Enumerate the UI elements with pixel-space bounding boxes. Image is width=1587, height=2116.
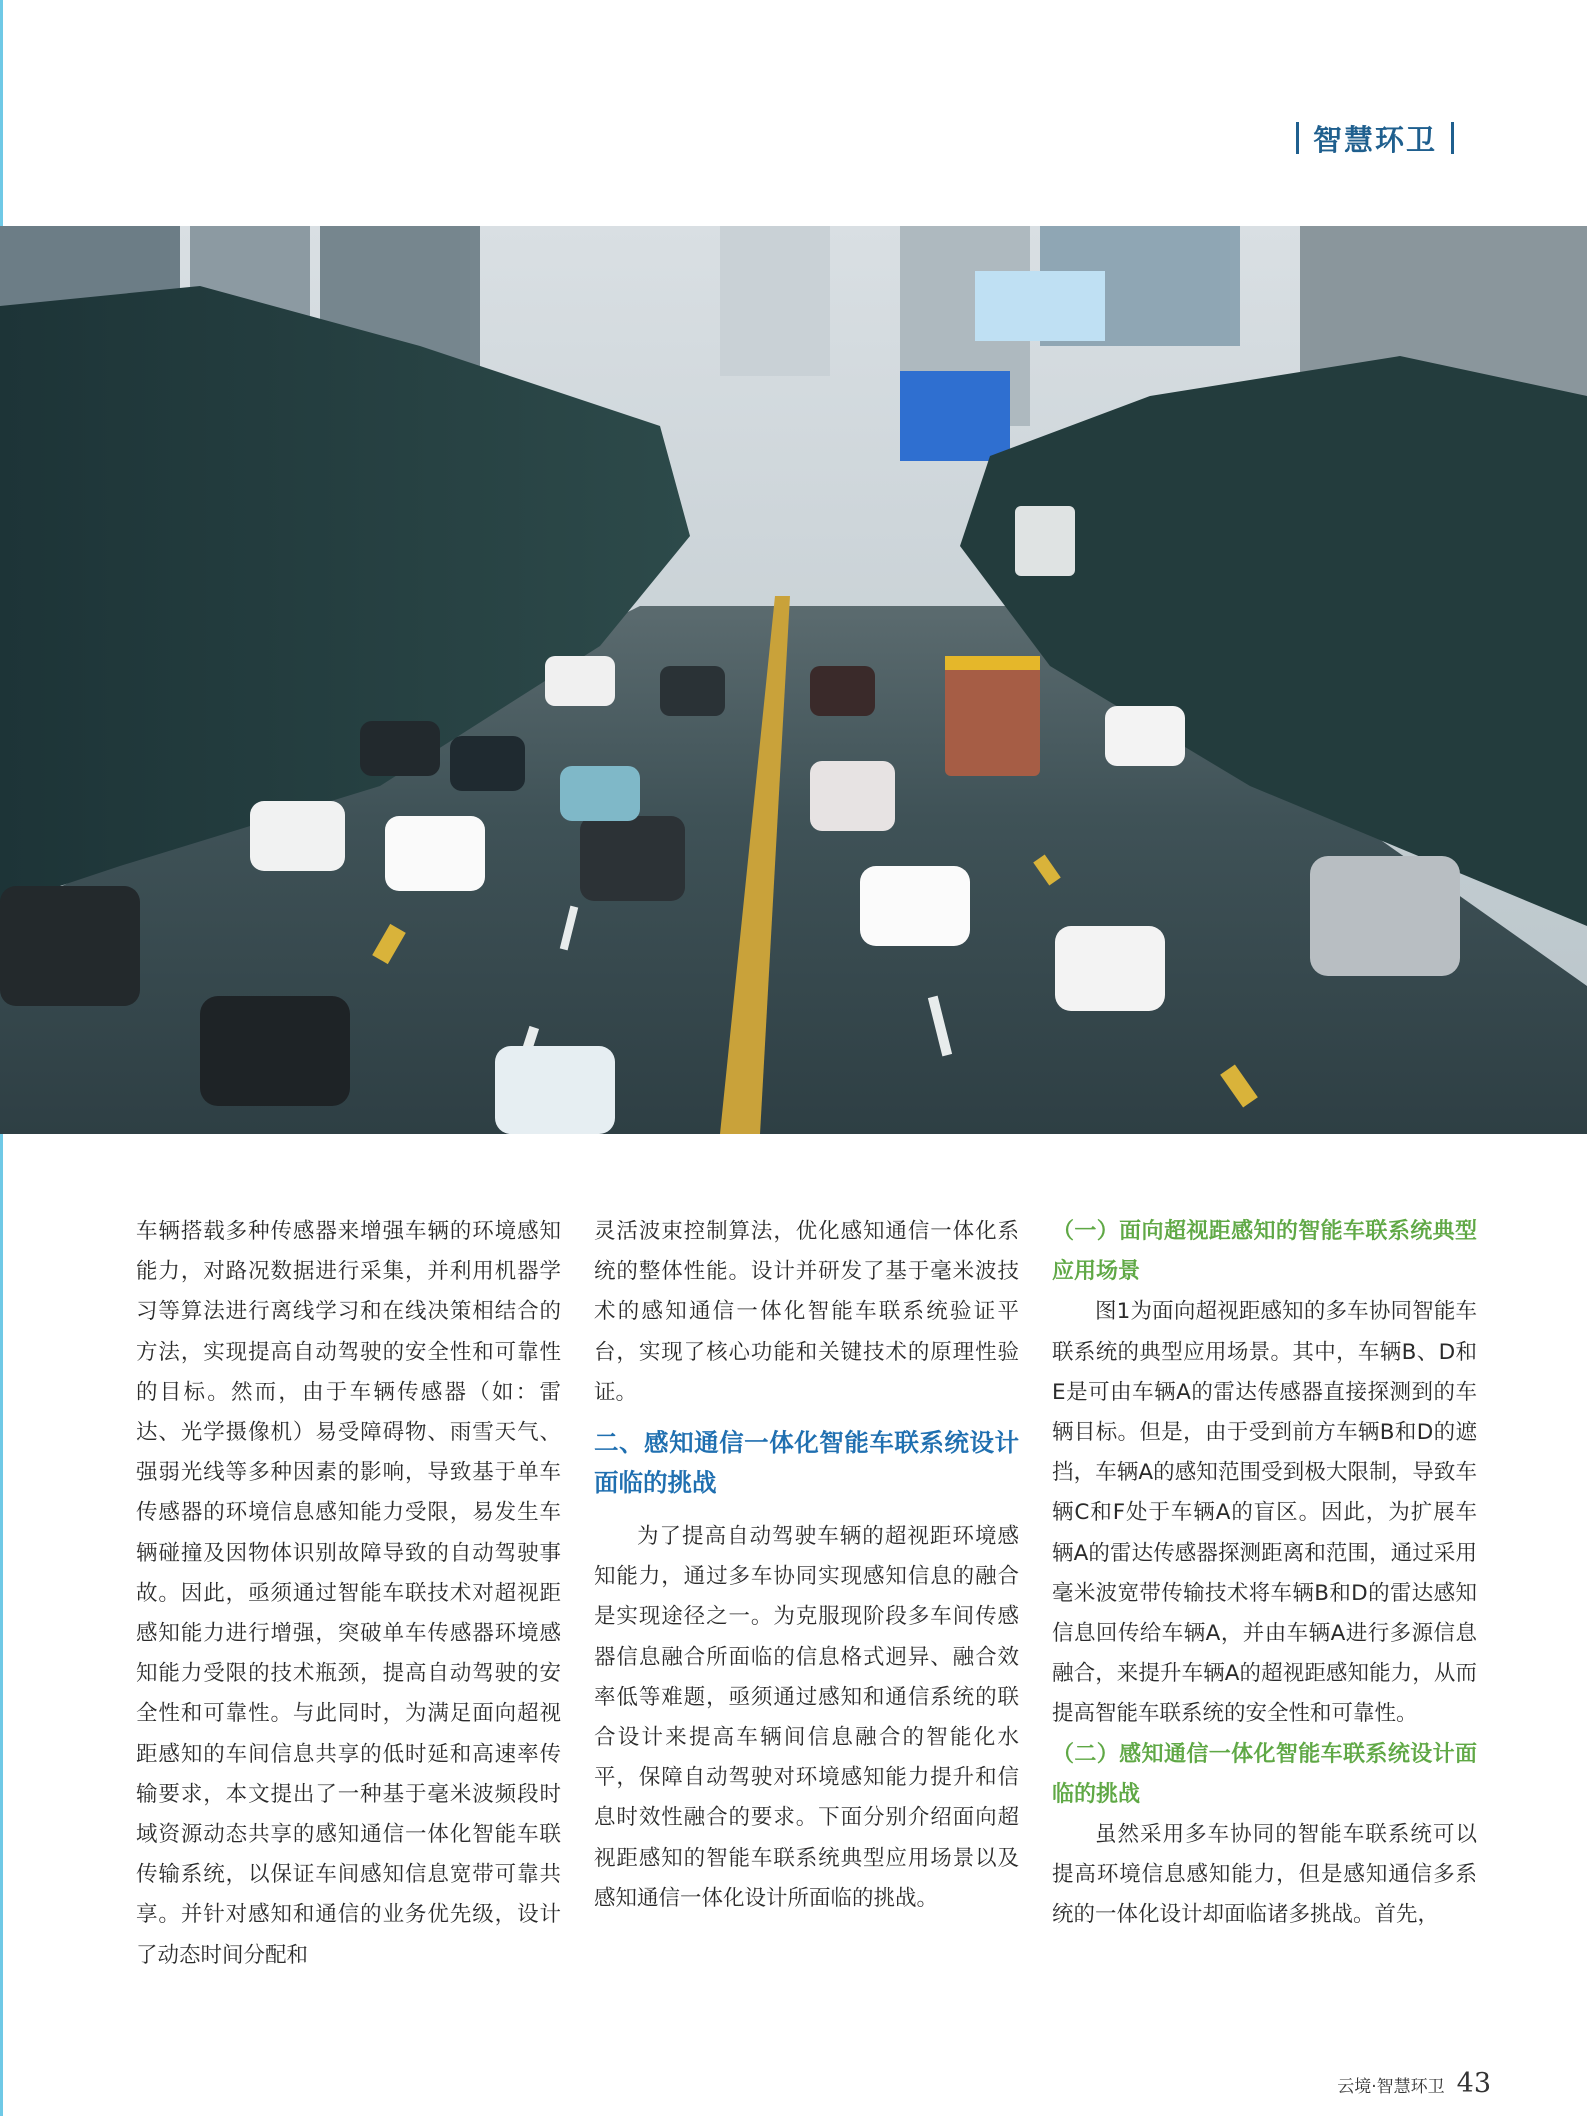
section-tag bbox=[1296, 118, 1454, 158]
page-number: 43 bbox=[1456, 2068, 1491, 2099]
column2-paragraph-1: 灵活波束控制算法，优化感知通信一体化系统的整体性能。设计并研发了基于毫米波技术的感知通信一体化智能车联系统验证平台，实现了核心功能和关键技术的原理性验证。 bbox=[594, 1219, 1019, 1405]
column-1 bbox=[136, 1212, 561, 1976]
column-2 bbox=[594, 1212, 1019, 1919]
column3-paragraph-2: 虽然采用多车协同的智能车联系统可以提高环境信息感知能力，但是感知通信多系统的一体化设计却面临诸多挑战。首先， bbox=[1052, 1822, 1477, 1928]
column1-paragraph: 车辆搭载多种传感器来增强车辆的环境感知能力，对路况数据进行采集，并利用机器学习等算法进行离线学习和在线决策相结合的方法，实现提高自动驾驶的安全性和可靠性的目标。然而，由于车辆传感器（如：雷达、光学摄像机）易受障碍物、雨雪天气、强弱光线等多种因素的影响，导致基于单车传感器的环境信息感知能力受限，易发生车辆碰撞及因物体识别故障导致的自动驾驶事故。因此，亟须通过智能车联技术对超视距感知能力进行增强，突破单车传感器环境感知能力受限的技术瓶颈，提高自动驾驶的安全性和可靠性。与此同时，为满足面向超视距感知的车间信息共享的低时延和高速率传输要求，本文提出了一种基于毫米波频段时域资源动态共享的感知通信一体化智能车联传输系统，以保证车间感知信息宽带可靠共享。并针对感知和通信的业务优先级，设计了动态时间分配和 bbox=[136, 1219, 561, 1968]
subheading-2: （二）感知通信一体化智能车联系统设计面临的挑战 bbox=[1052, 1741, 1477, 1807]
footer-publication: 云境·智慧环卫 bbox=[1337, 2077, 1445, 2097]
section-heading-2: 二、感知通信一体化智能车联系统设计面临的挑战 bbox=[594, 1428, 1019, 1498]
section-title: 智慧环卫 bbox=[1313, 122, 1438, 157]
column-3 bbox=[1052, 1212, 1477, 1936]
tag-bar-left bbox=[1296, 122, 1299, 154]
page-footer bbox=[1337, 2068, 1491, 2099]
hero-traffic-photo bbox=[0, 226, 1587, 1134]
column3-paragraph-1: 图1为面向超视距感知的多车协同智能车联系统的典型应用场景。其中，车辆B、D和E是可由车辆A的雷达传感器直接探测到的车辆目标。但是，由于受到前方车辆B和D的遮挡，车辆A的感知范围受到极大限制，导致车辆C和F处于车辆A的盲区。因此，为扩展车辆A的雷达传感器探测距离和范围，通过采用毫米波宽带传输技术将车辆B和D的雷达感知信息回传给车辆A，并由车辆A进行多源信息融合，来提升车辆A的超视距感知能力，从而提高智能车联系统的安全性和可靠性。 bbox=[1052, 1299, 1477, 1727]
column2-paragraph-2: 为了提高自动驾驶车辆的超视距环境感知能力，通过多车协同实现感知信息的融合是实现途径之一。为克服现阶段多车间传感器信息融合所面临的信息格式迥异、融合效率低等难题，亟须通过感知和通信系统的联合设计来提高车辆间信息融合的智能化水平，保障自动驾驶对环境感知能力提升和信息时效性融合的要求。下面分别介绍面向超视距感知的智能车联系统典型应用场景以及感知通信一体化设计所面临的挑战。 bbox=[594, 1524, 1019, 1911]
traffic-photo-icon bbox=[0, 226, 1587, 1134]
subheading-1: （一）面向超视距感知的智能车联系统典型应用场景 bbox=[1052, 1219, 1477, 1285]
tag-bar-right bbox=[1451, 122, 1454, 154]
